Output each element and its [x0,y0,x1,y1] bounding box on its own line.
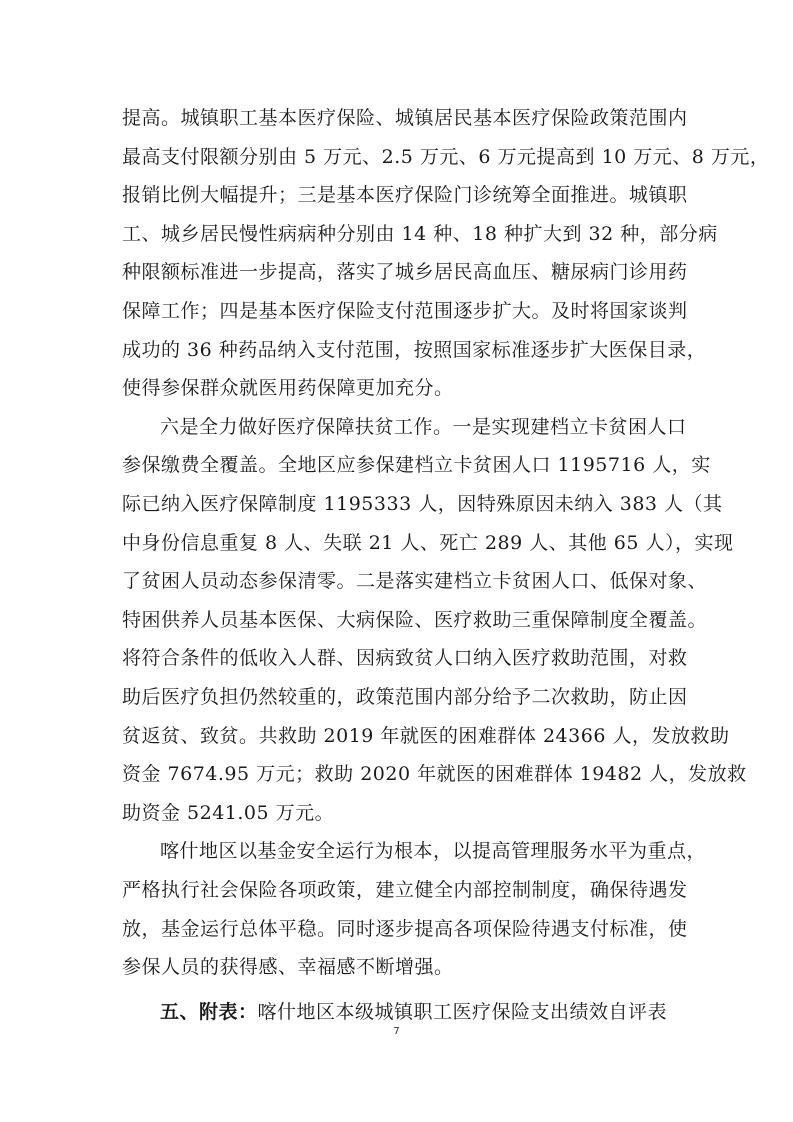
paragraph-line: 资金 7674.95 万元；救助 2020 年就医的困难群体 19482 人，发放救 [122,763,747,785]
paragraph-line: 参保缴费全覆盖。全地区应参保建档立卡贫困人口 1195716 人，实 [122,454,711,476]
paragraph-line: 将符合条件的低收入人群、因病致贫人口纳入医疗救助范围，对救 [122,647,688,669]
paragraph-line: 保障工作；四是基本医疗保险支付范围逐步扩大。及时将国家谈判 [122,300,688,322]
paragraph-line: 使得参保群众就医用药保障更加充分。 [122,377,454,399]
paragraph-line: 中身份信息重复 8 人、失联 21 人、死亡 289 人、其他 65 人），实现 [122,532,734,554]
paragraph-line: 报销比例大幅提升；三是基本医疗保险门诊统筹全面推进。城镇职 [122,184,688,206]
paragraph-line: 最高支付限额分别由 5 万元、2.5 万元、6 万元提高到 10 万元、8 万元， [122,146,770,168]
paragraph-line: 严格执行社会保险各项政策，建立健全内部控制制度，确保待遇发 [122,879,688,901]
appendix-line [160,1001,760,1023]
paragraph-line: 六是全力做好医疗保障扶贫工作。一是实现建档立卡贫困人口 [160,416,687,438]
paragraph-line: 放，基金运行总体平稳。同时逐步提高各项保险待遇支付标准，使 [122,918,688,940]
appendix-title: 喀什地区本级城镇职工医疗保险支出绩效自评表 [257,1001,668,1023]
paragraph-line: 参保人员的获得感、幸福感不断增强。 [122,956,454,978]
paragraph-line: 助后医疗负担仍然较重的，政策范围内部分给予二次救助，防止因 [122,686,688,708]
paragraph-line: 助资金 5241.05 万元。 [122,802,335,824]
paragraph-line: 特困供养人员基本医保、大病保险、医疗救助三重保障制度全覆盖。 [122,609,708,631]
page-number: 7 [393,1026,400,1037]
paragraph-line: 种限额标准进一步提高，落实了城乡居民高血压、糖尿病门诊用药 [122,261,688,283]
paragraph-line: 工、城乡居民慢性病病种分别由 14 种、18 种扩大到 32 种，部分病 [122,223,718,245]
paragraph-line: 成功的 36 种药品纳入支付范围，按照国家标准逐步扩大医保目录， [122,339,707,361]
paragraph-line: 喀什地区以基金安全运行为根本，以提高管理服务水平为重点， [160,840,707,862]
paragraph-line: 贫返贫、致贫。共救助 2019 年就医的困难群体 24366 人，发放救助 [122,725,730,747]
appendix-heading: 五、附表： [160,1001,258,1023]
paragraph-line: 了贫困人员动态参保清零。二是落实建档立卡贫困人口、低保对象、 [122,570,708,592]
paragraph-line: 际已纳入医疗保障制度 1195333 人，因特殊原因未纳入 383 人（其 [122,493,723,515]
paragraph-line: 提高。城镇职工基本医疗保险、城镇居民基本医疗保险政策范围内 [122,107,688,129]
